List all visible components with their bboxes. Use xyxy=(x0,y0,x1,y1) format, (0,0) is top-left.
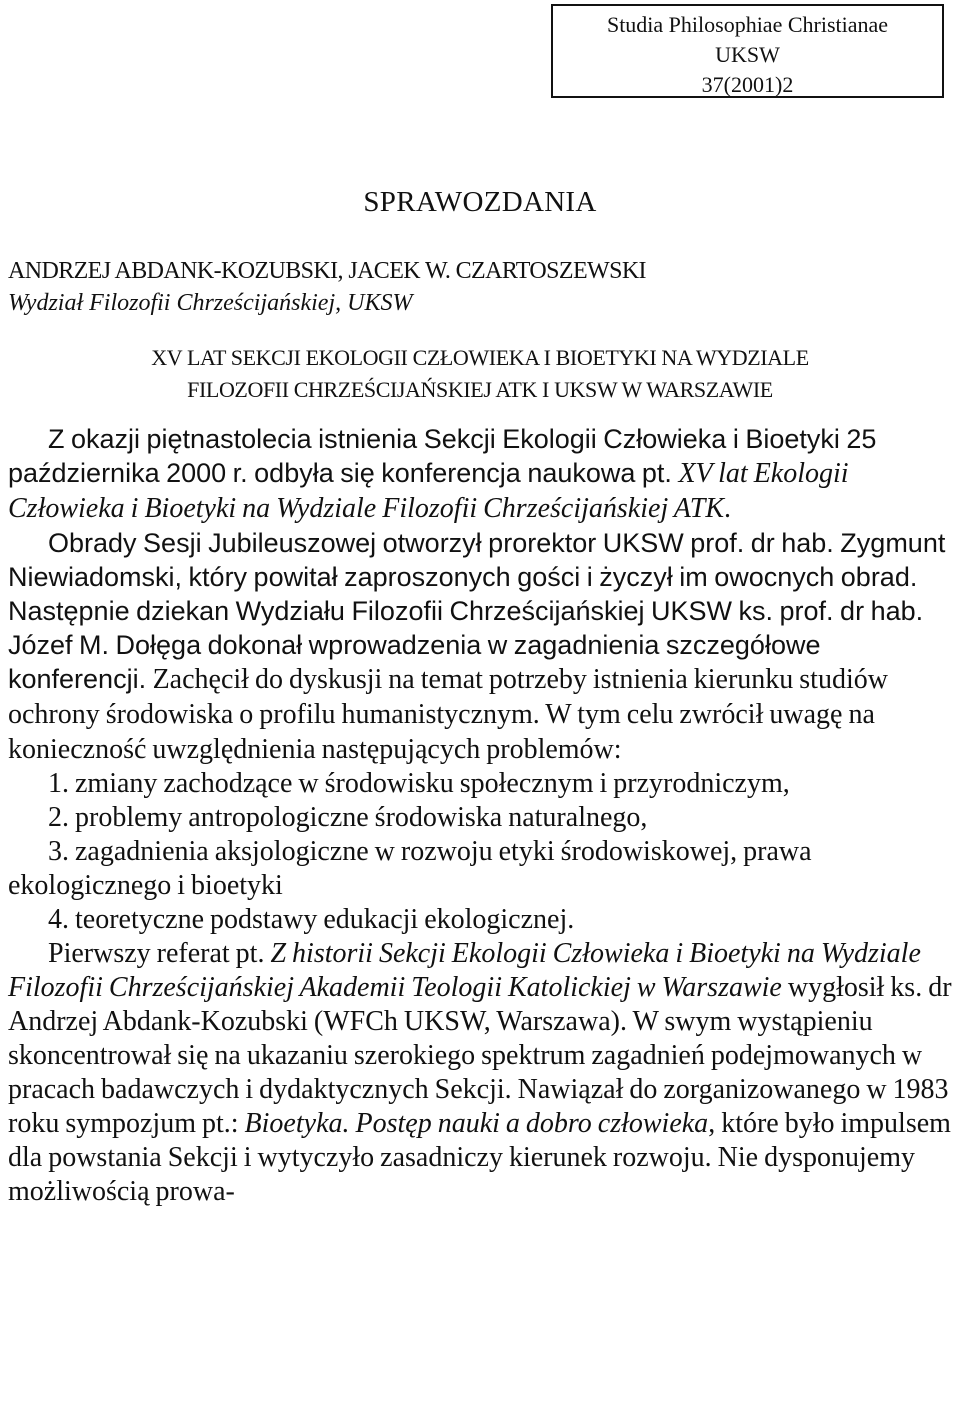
symposium-title: Bioetyka. Postęp nauki a dobro człowieka xyxy=(244,1108,709,1139)
paragraph-3-body: W swym wystąpieniu skoncentrował się na ukazaniu szerokiego spektrum zagadnień podejmowanych w pracach badawczych i dydaktycznych Sekcji. Nawiązał do zorganizowanego w 1983 roku sympozjum pt.: xyxy=(8,1006,949,1139)
lecture-title: Z historii Sekcji Ekologii Człowieka i Bioetyki na Wydziale Filozofii Chrześcijańskiej Akademii Teologii Katolickiej w Warszawie xyxy=(8,938,921,1003)
paragraph-2-part-1: Obrady Sesji Jubileuszowej otworzył prorektor UKSW prof. dr hab. Zygmunt Niewiadomski, który powitał zaproszonych gości i życzył im owocnych obrad. xyxy=(8,528,946,592)
paragraph-3-end: , które było impulsem dla powstania Sekcji i wytyczyło zasadniczy kierunek rozwoju. Nie dysponujemy możliwością prowa- xyxy=(8,1108,951,1207)
list-item-4: 4. teoretyczne podstawy edukacji ekologicznej. xyxy=(48,904,575,935)
paragraph-1-end: . xyxy=(724,493,732,524)
authors: ANDRZEJ ABDANK-KOZUBSKI, JACEK W. CZARTOSZEWSKI xyxy=(8,258,646,284)
journal-publisher: UKSW xyxy=(715,42,780,67)
journal-issue: 37(2001)2 xyxy=(701,72,794,97)
journal-info-box xyxy=(551,4,944,98)
article-title xyxy=(8,342,952,406)
paragraph-3 xyxy=(8,937,952,1209)
journal-name: Studia Philosophiae Christianae xyxy=(606,12,889,37)
article-body xyxy=(8,422,952,1209)
article-title-line-2: FILOZOFII CHRZEŚCIJAŃSKIEJ ATK I UKSW W WARSZAWIE xyxy=(187,377,773,402)
paragraph-3-intro: Pierwszy referat pt. xyxy=(48,938,271,969)
paragraph-2-part-2: Następnie dziekan Wydziału Filozofii Chrześcijańskiej UKSW ks. prof. dr hab. Józef M. Dołęga dokonał wprowadzenia w zagadnienia szczegółowe konferencji. xyxy=(8,596,924,694)
list-item-3: 3. zagadnienia aksjologiczne w rozwoju etyki środowiskowej, prawa ekologicznego i bioetyki xyxy=(8,836,812,901)
affiliation: Wydział Filozofii Chrześcijańskiej, UKSW xyxy=(8,290,413,316)
paragraph-2-part-3: Zachęcił do dyskusji na temat potrzeby istnienia kierunku studiów ochrony środowiska o profilu humanistycznym. W tym celu zwrócił uwagę na konieczność uwzględnienia następujących problemów: xyxy=(8,664,888,765)
conference-title: XV lat Ekologii Człowieka i Bioetyki na Wydziale Filozofii Chrześcijańskiej ATK xyxy=(8,458,849,524)
article-title-line-1: XV LAT SEKCJI EKOLOGII CZŁOWIEKA I BIOETYKI NA WYDZIALE xyxy=(151,345,809,370)
list-item-1: 1. zmiany zachodzące w środowisku społecznym i przyrodniczym, xyxy=(48,768,790,799)
paragraph-1 xyxy=(8,422,952,526)
paragraph-2 xyxy=(8,526,952,767)
paragraph-3-speaker: wygłosił ks. dr Andrzej Abdank-Kozubski (WFCh UKSW, Warszawa). xyxy=(8,972,952,1037)
list-item-2: 2. problemy antropologiczne środowiska naturalnego, xyxy=(48,802,648,833)
paragraph-1-text: Z okazji piętnastolecia istnienia Sekcji Ekologii Człowieka i Bioetyki 25 października 2000 r. odbyła się konferencja naukowa pt. xyxy=(8,424,877,488)
section-title: SPRAWOZDANIA xyxy=(363,186,597,218)
